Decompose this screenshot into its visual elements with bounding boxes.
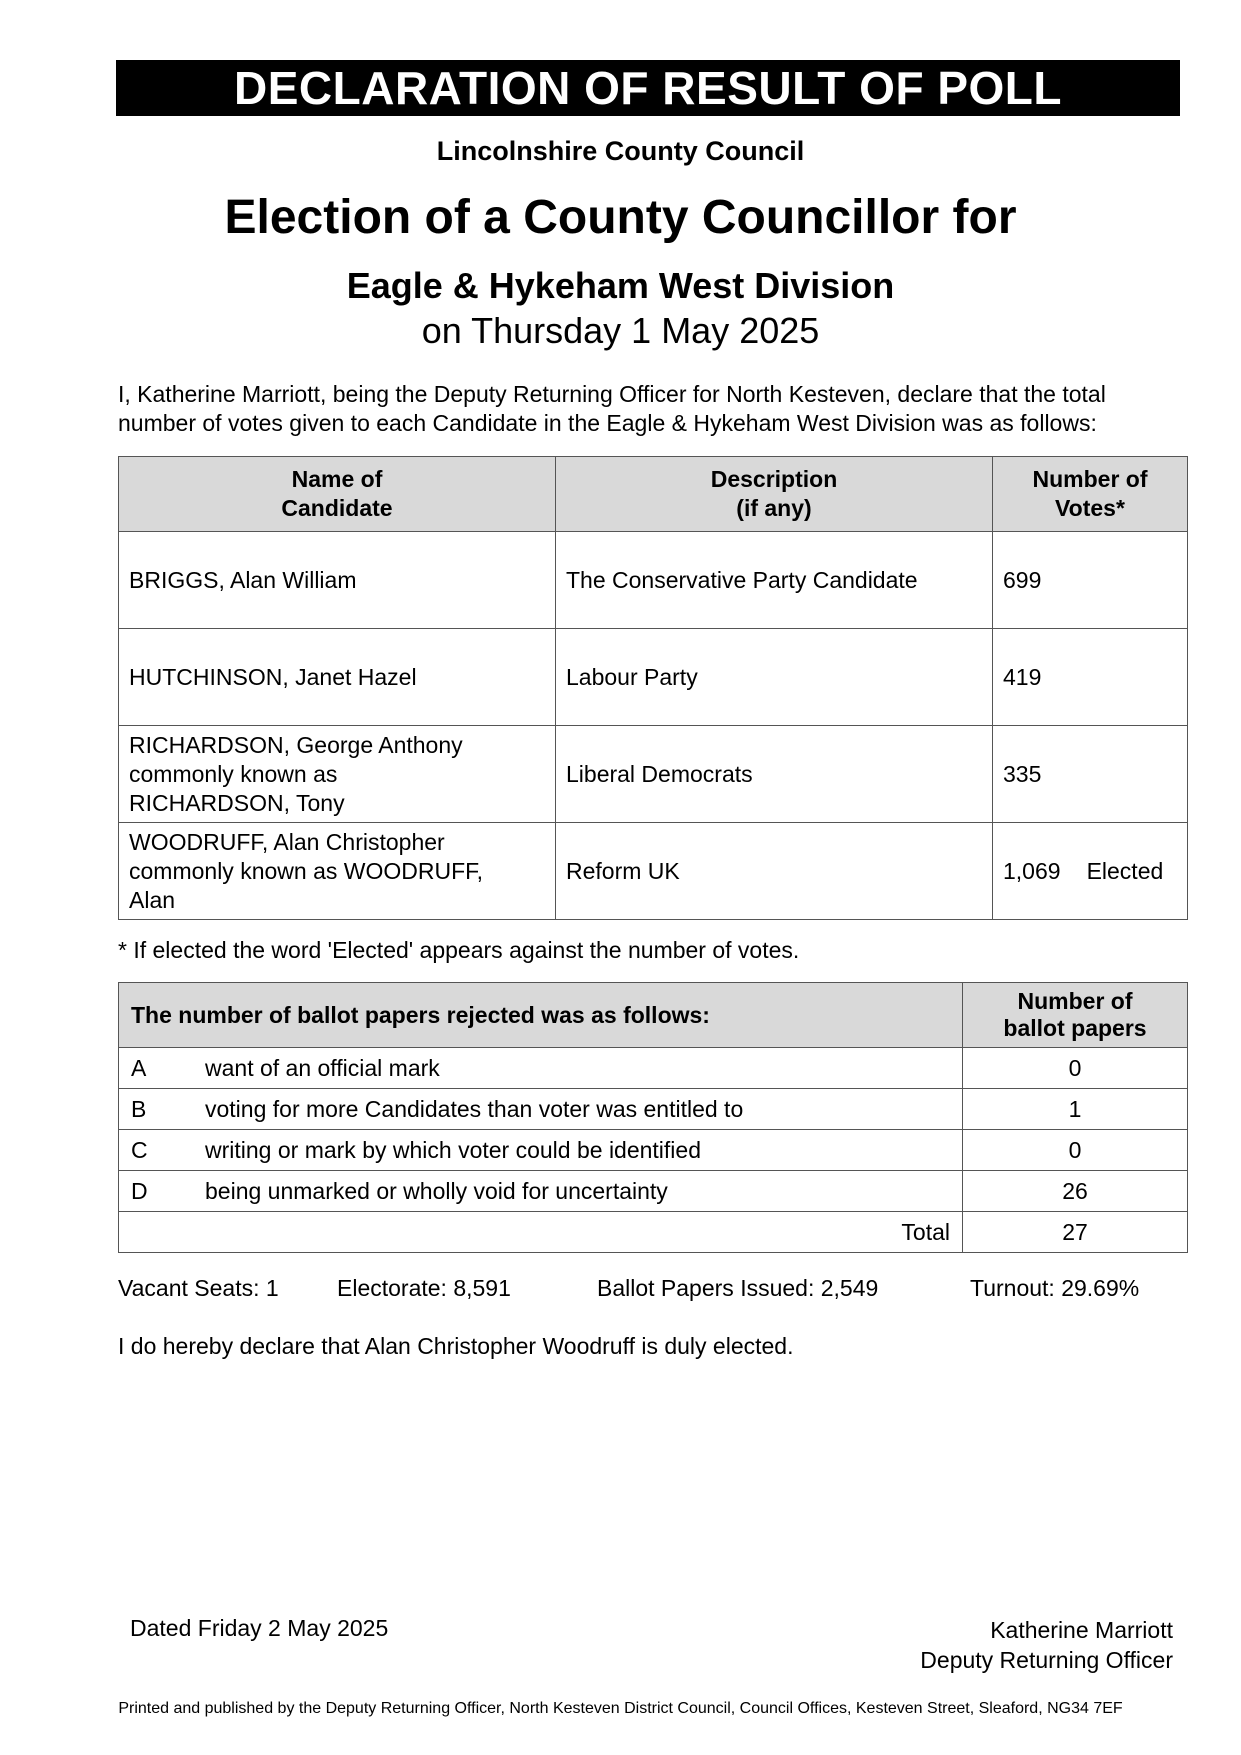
officer-signature-block: [920, 1615, 1173, 1675]
header-name-line-2: Candidate: [281, 495, 393, 521]
vacant-seats: Vacant Seats: 1: [118, 1275, 279, 1301]
intro-paragraph: [118, 380, 1198, 438]
rejected-count: 0: [963, 1130, 1188, 1171]
elected-marker: Elected: [1086, 857, 1164, 884]
rejected-count: 0: [963, 1048, 1188, 1089]
rejected-reason: [119, 1048, 963, 1089]
rejected-reason: [119, 1171, 963, 1212]
ballot-papers-issued: Ballot Papers Issued: 2,549: [597, 1275, 879, 1301]
table-row: [119, 1130, 1188, 1171]
header-name-line-1: Name of: [291, 466, 383, 492]
rejected-header-count-line-1: Number of: [1017, 988, 1133, 1014]
votes-value: 419: [1003, 663, 1042, 690]
rejected-header-count-line-2: ballot papers: [1003, 1015, 1147, 1041]
votes-value: 699: [1003, 566, 1042, 593]
rejected-total: 27: [963, 1212, 1188, 1253]
imprint-footer: Printed and published by the Deputy Returning Officer, North Kesteven District Council, Council Offices, Kesteven Street, Sleaford, NG34 7EF: [118, 1700, 1123, 1717]
candidate-name-line: commonly known as: [129, 760, 338, 787]
header-desc-line-2: (if any): [736, 495, 812, 521]
rejected-header-count: [963, 983, 1188, 1048]
candidate-name-line: RICHARDSON, Tony: [129, 789, 345, 816]
rejected-ballots-table: [118, 982, 1188, 1253]
rejected-total-label: Total: [119, 1212, 963, 1253]
candidate-votes: [993, 532, 1188, 629]
rejected-reason: [119, 1130, 963, 1171]
candidate-name-line: BRIGGS, Alan William: [129, 566, 357, 593]
header-votes-line-1: Number of: [1032, 466, 1148, 492]
division-name: Eagle & Hykeham West Division: [346, 265, 895, 306]
poll-date: on Thursday 1 May 2025: [421, 310, 820, 351]
election-title: Election of a County Councillor for: [224, 191, 1017, 244]
table-row: [119, 1048, 1188, 1089]
rejected-letter: A: [131, 1054, 147, 1081]
table-row: [119, 823, 1188, 920]
candidate-name-line: Alan: [129, 886, 176, 913]
electorate: Electorate: 8,591: [337, 1275, 511, 1301]
candidate-votes: [993, 629, 1188, 726]
rejected-count: 26: [963, 1171, 1188, 1212]
candidate-votes: [993, 726, 1188, 823]
rejected-header-label: The number of ballot papers rejected was as follows:: [119, 983, 963, 1048]
declaration-statement: I do hereby declare that Alan Christopher Woodruff is duly elected.: [118, 1333, 794, 1359]
table-row: [119, 726, 1188, 823]
candidate-name-line: commonly known as WOODRUFF,: [129, 857, 484, 884]
table-row: [119, 1089, 1188, 1130]
rejected-letter: C: [131, 1136, 148, 1163]
rejected-reason-text: writing or mark by which voter could be identified: [205, 1136, 702, 1163]
officer-title: Deputy Returning Officer: [920, 1647, 1173, 1673]
header-votes-line-2: Votes*: [1055, 495, 1125, 521]
candidate-description: Labour Party: [556, 629, 993, 726]
candidate-name-line: RICHARDSON, George Anthony: [129, 731, 463, 758]
rejected-reason: [119, 1089, 963, 1130]
candidate-description: The Conservative Party Candidate: [556, 532, 993, 629]
intro-line-2: number of votes given to each Candidate in the Eagle & Hykeham West Division was as follows:: [118, 410, 1097, 436]
rejected-letter: D: [131, 1177, 148, 1204]
table-row: [119, 629, 1188, 726]
votes-value: 1,069: [1003, 857, 1061, 884]
candidate-name: [119, 726, 556, 823]
officer-name: Katherine Marriott: [990, 1617, 1173, 1643]
rejected-reason-text: being unmarked or wholly void for uncertainty: [205, 1177, 668, 1204]
rejected-reason-text: want of an official mark: [205, 1054, 440, 1081]
candidate-name: [119, 823, 556, 920]
turnout: Turnout: 29.69%: [970, 1275, 1140, 1301]
candidate-description: Reform UK: [556, 823, 993, 920]
candidate-description: Liberal Democrats: [556, 726, 993, 823]
council-name: Lincolnshire County Council: [436, 136, 805, 166]
rejected-total-row: [119, 1212, 1188, 1253]
intro-line-1: I, Katherine Marriott, being the Deputy Returning Officer for North Kesteven, declare that the total: [118, 381, 1106, 407]
header-name: [119, 457, 556, 532]
rejected-count: 1: [963, 1089, 1188, 1130]
votes-footnote: * If elected the word 'Elected' appears against the number of votes.: [118, 937, 800, 963]
candidates-table: [118, 456, 1188, 920]
rejected-letter: B: [131, 1095, 147, 1122]
table-row: [119, 532, 1188, 629]
table-row: [119, 1171, 1188, 1212]
candidates-header-row: [119, 457, 1188, 532]
header-description: [556, 457, 993, 532]
header-desc-line-1: Description: [710, 466, 838, 492]
dated-line: Dated Friday 2 May 2025: [130, 1615, 389, 1641]
header-votes: [993, 457, 1188, 532]
rejected-header-row: [119, 983, 1188, 1048]
votes-value: 335: [1003, 760, 1042, 787]
candidate-name: [119, 532, 556, 629]
candidate-name-line: WOODRUFF, Alan Christopher: [129, 828, 445, 855]
document-banner: DECLARATION OF RESULT OF POLL: [116, 60, 1180, 116]
candidate-name: [119, 629, 556, 726]
rejected-reason-text: voting for more Candidates than voter was entitled to: [205, 1095, 744, 1122]
candidate-name-line: HUTCHINSON, Janet Hazel: [129, 663, 417, 690]
candidate-votes: [993, 823, 1188, 920]
